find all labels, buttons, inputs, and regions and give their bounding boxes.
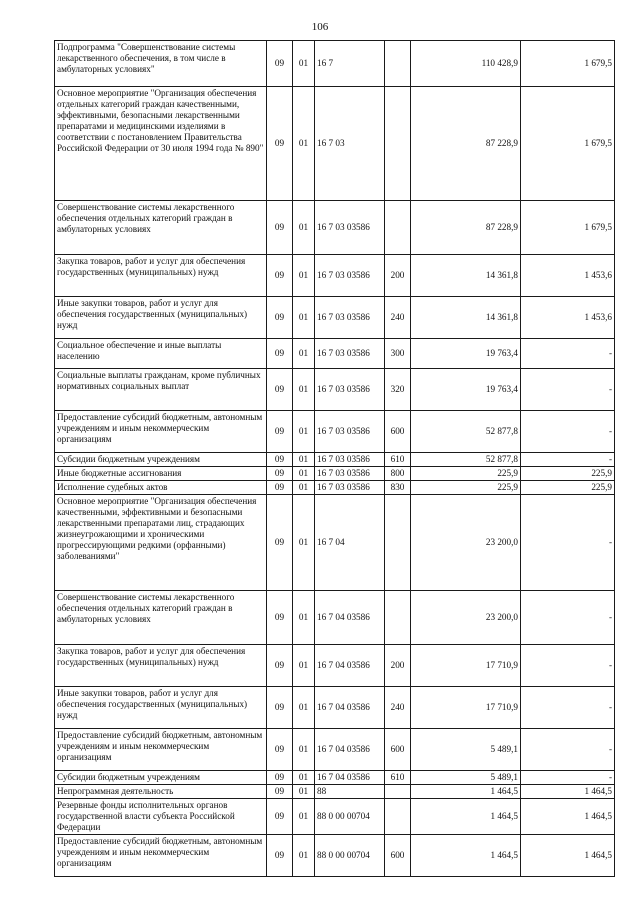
cell-amount-1: 19 763,4: [411, 339, 521, 369]
cell-expense-type: [385, 41, 411, 87]
cell-amount-1: 17 710,9: [411, 687, 521, 729]
table-row: [55, 87, 615, 201]
cell-amount-2: 1 679,5: [521, 201, 615, 255]
cell-name: Субсидии бюджетным учреждениям: [55, 771, 267, 785]
cell-amount-2: -: [521, 771, 615, 785]
table-row: [55, 297, 615, 339]
cell-subsection: 01: [293, 645, 315, 687]
cell-amount-1: 1 464,5: [411, 785, 521, 799]
cell-expense-type: [385, 799, 411, 835]
cell-section: 09: [267, 297, 293, 339]
cell-section: 09: [267, 467, 293, 481]
cell-section: 09: [267, 687, 293, 729]
cell-expense-type: 240: [385, 687, 411, 729]
cell-amount-1: 87 228,9: [411, 201, 521, 255]
cell-section: 09: [267, 729, 293, 771]
cell-target-article: 16 7 03: [315, 87, 385, 201]
cell-amount-2: -: [521, 453, 615, 467]
cell-subsection: 01: [293, 729, 315, 771]
cell-amount-1: 52 877,8: [411, 453, 521, 467]
cell-target-article: 16 7 03 03586: [315, 467, 385, 481]
table-row: [55, 411, 615, 453]
cell-subsection: 01: [293, 785, 315, 799]
budget-table-body: [55, 41, 615, 877]
table-row: [55, 729, 615, 771]
cell-target-article: 88 0 00 00704: [315, 799, 385, 835]
table-row: [55, 591, 615, 645]
cell-amount-1: 17 710,9: [411, 645, 521, 687]
cell-amount-2: -: [521, 645, 615, 687]
cell-subsection: 01: [293, 687, 315, 729]
cell-amount-2: 1 464,5: [521, 835, 615, 877]
cell-amount-2: 1 464,5: [521, 785, 615, 799]
cell-section: 09: [267, 799, 293, 835]
cell-amount-2: 225,9: [521, 467, 615, 481]
cell-name: Закупка товаров, работ и услуг для обеспечения государственных (муниципальных) нужд: [55, 645, 267, 687]
table-row: [55, 467, 615, 481]
cell-name: Совершенствование системы лекарственного обеспечения отдельных категорий граждан в амбулаторных условиях: [55, 591, 267, 645]
cell-amount-2: -: [521, 729, 615, 771]
table-row: [55, 835, 615, 877]
table-row: [55, 687, 615, 729]
cell-amount-2: -: [521, 687, 615, 729]
cell-name: Иные закупки товаров, работ и услуг для обеспечения государственных (муниципальных) нужд: [55, 297, 267, 339]
cell-subsection: 01: [293, 411, 315, 453]
cell-subsection: 01: [293, 41, 315, 87]
cell-subsection: 01: [293, 453, 315, 467]
table-row: [55, 453, 615, 467]
cell-expense-type: [385, 591, 411, 645]
budget-table: [54, 40, 615, 877]
table-row: [55, 201, 615, 255]
cell-section: 09: [267, 495, 293, 591]
cell-amount-1: 225,9: [411, 467, 521, 481]
cell-subsection: 01: [293, 771, 315, 785]
cell-target-article: 88: [315, 785, 385, 799]
cell-section: 09: [267, 785, 293, 799]
cell-target-article: 16 7 04 03586: [315, 771, 385, 785]
table-row: [55, 771, 615, 785]
cell-expense-type: 600: [385, 411, 411, 453]
cell-target-article: 16 7 04 03586: [315, 645, 385, 687]
table-row: [55, 785, 615, 799]
cell-subsection: 01: [293, 369, 315, 411]
cell-amount-2: 1 464,5: [521, 799, 615, 835]
cell-expense-type: 830: [385, 481, 411, 495]
cell-name: Иные закупки товаров, работ и услуг для обеспечения государственных (муниципальных) нужд: [55, 687, 267, 729]
cell-amount-2: -: [521, 339, 615, 369]
cell-section: 09: [267, 835, 293, 877]
cell-name: Основное мероприятие "Организация обеспечения отдельных категорий граждан качественными, эффективными, безопасными лекарственными препаратами и медицинскими изделиями в соответствии с постановлением Правительства Российской Федерации от 30 июля 1994 года № 890": [55, 87, 267, 201]
cell-section: 09: [267, 201, 293, 255]
cell-subsection: 01: [293, 87, 315, 201]
table-row: [55, 645, 615, 687]
cell-amount-2: 1 679,5: [521, 41, 615, 87]
cell-target-article: 16 7 03 03586: [315, 411, 385, 453]
table-row: [55, 41, 615, 87]
table-row: [55, 799, 615, 835]
cell-subsection: 01: [293, 835, 315, 877]
table-row: [55, 495, 615, 591]
cell-name: Социальные выплаты гражданам, кроме публичных нормативных социальных выплат: [55, 369, 267, 411]
cell-target-article: 16 7 04 03586: [315, 687, 385, 729]
cell-target-article: 16 7 03 03586: [315, 339, 385, 369]
cell-section: 09: [267, 87, 293, 201]
cell-amount-1: 19 763,4: [411, 369, 521, 411]
cell-expense-type: [385, 495, 411, 591]
cell-subsection: 01: [293, 495, 315, 591]
cell-name: Предоставление субсидий бюджетным, автономным учреждениям и иным некоммерческим организациям: [55, 729, 267, 771]
cell-name: Закупка товаров, работ и услуг для обеспечения государственных (муниципальных) нужд: [55, 255, 267, 297]
cell-section: 09: [267, 255, 293, 297]
cell-target-article: 16 7 04: [315, 495, 385, 591]
cell-expense-type: 610: [385, 771, 411, 785]
cell-subsection: 01: [293, 339, 315, 369]
cell-section: 09: [267, 591, 293, 645]
cell-amount-2: -: [521, 591, 615, 645]
cell-subsection: 01: [293, 467, 315, 481]
cell-target-article: 88 0 00 00704: [315, 835, 385, 877]
page-number: 106: [311, 21, 329, 33]
cell-amount-2: 225,9: [521, 481, 615, 495]
cell-amount-1: 1 464,5: [411, 835, 521, 877]
cell-target-article: 16 7 03 03586: [315, 481, 385, 495]
table-row: [55, 369, 615, 411]
table-row: [55, 339, 615, 369]
cell-section: 09: [267, 41, 293, 87]
cell-subsection: 01: [293, 591, 315, 645]
cell-name: Основное мероприятие "Организация обеспечения качественными, эффективными и безопасными лекарственными препаратами лиц, страдающих жизнеугрожающими и хроническими прогрессирующими редкими (орфанными) заболеваниями": [55, 495, 267, 591]
cell-section: 09: [267, 481, 293, 495]
cell-expense-type: 800: [385, 467, 411, 481]
cell-name: Подпрограмма "Совершенствование системы лекарственного обеспечения, в том числе в амбулаторных условиях": [55, 41, 267, 87]
cell-name: Резервные фонды исполнительных органов государственной власти субъекта Российской Федерации: [55, 799, 267, 835]
cell-amount-2: -: [521, 369, 615, 411]
cell-expense-type: [385, 785, 411, 799]
cell-name: Социальное обеспечение и иные выплаты населению: [55, 339, 267, 369]
cell-amount-1: 14 361,8: [411, 255, 521, 297]
cell-amount-1: 110 428,9: [411, 41, 521, 87]
cell-target-article: 16 7 03 03586: [315, 369, 385, 411]
cell-name: Иные бюджетные ассигнования: [55, 467, 267, 481]
cell-amount-2: 1 453,6: [521, 297, 615, 339]
cell-target-article: 16 7 03 03586: [315, 297, 385, 339]
cell-amount-1: 14 361,8: [411, 297, 521, 339]
cell-amount-1: 1 464,5: [411, 799, 521, 835]
cell-amount-1: 23 200,0: [411, 591, 521, 645]
cell-section: 09: [267, 411, 293, 453]
table-row: [55, 481, 615, 495]
cell-amount-1: 5 489,1: [411, 771, 521, 785]
cell-expense-type: [385, 201, 411, 255]
cell-section: 09: [267, 369, 293, 411]
cell-expense-type: 600: [385, 729, 411, 771]
cell-target-article: 16 7 04 03586: [315, 729, 385, 771]
cell-name: Предоставление субсидий бюджетным, автономным учреждениям и иным некоммерческим организациям: [55, 835, 267, 877]
cell-subsection: 01: [293, 201, 315, 255]
cell-amount-1: 23 200,0: [411, 495, 521, 591]
cell-name: Предоставление субсидий бюджетным, автономным учреждениям и иным некоммерческим организациям: [55, 411, 267, 453]
cell-target-article: 16 7 03 03586: [315, 453, 385, 467]
cell-subsection: 01: [293, 799, 315, 835]
cell-target-article: 16 7: [315, 41, 385, 87]
cell-name: Совершенствование системы лекарственного обеспечения отдельных категорий граждан в амбулаторных условиях: [55, 201, 267, 255]
cell-amount-2: 1 679,5: [521, 87, 615, 201]
cell-amount-1: 87 228,9: [411, 87, 521, 201]
cell-expense-type: 610: [385, 453, 411, 467]
cell-name: Исполнение судебных актов: [55, 481, 267, 495]
cell-target-article: 16 7 03 03586: [315, 201, 385, 255]
cell-section: 09: [267, 771, 293, 785]
cell-amount-2: -: [521, 495, 615, 591]
cell-name: Непрограммная деятельность: [55, 785, 267, 799]
cell-expense-type: 600: [385, 835, 411, 877]
cell-target-article: 16 7 04 03586: [315, 591, 385, 645]
cell-section: 09: [267, 645, 293, 687]
cell-amount-2: 1 453,6: [521, 255, 615, 297]
cell-amount-1: 225,9: [411, 481, 521, 495]
cell-amount-1: 52 877,8: [411, 411, 521, 453]
cell-target-article: 16 7 03 03586: [315, 255, 385, 297]
cell-amount-1: 5 489,1: [411, 729, 521, 771]
cell-section: 09: [267, 339, 293, 369]
cell-subsection: 01: [293, 297, 315, 339]
cell-name: Субсидии бюджетным учреждениям: [55, 453, 267, 467]
cell-expense-type: 200: [385, 645, 411, 687]
cell-expense-type: 200: [385, 255, 411, 297]
cell-expense-type: 300: [385, 339, 411, 369]
cell-section: 09: [267, 453, 293, 467]
table-row: [55, 255, 615, 297]
cell-expense-type: 240: [385, 297, 411, 339]
cell-amount-2: -: [521, 411, 615, 453]
cell-expense-type: 320: [385, 369, 411, 411]
cell-subsection: 01: [293, 481, 315, 495]
cell-subsection: 01: [293, 255, 315, 297]
cell-expense-type: [385, 87, 411, 201]
